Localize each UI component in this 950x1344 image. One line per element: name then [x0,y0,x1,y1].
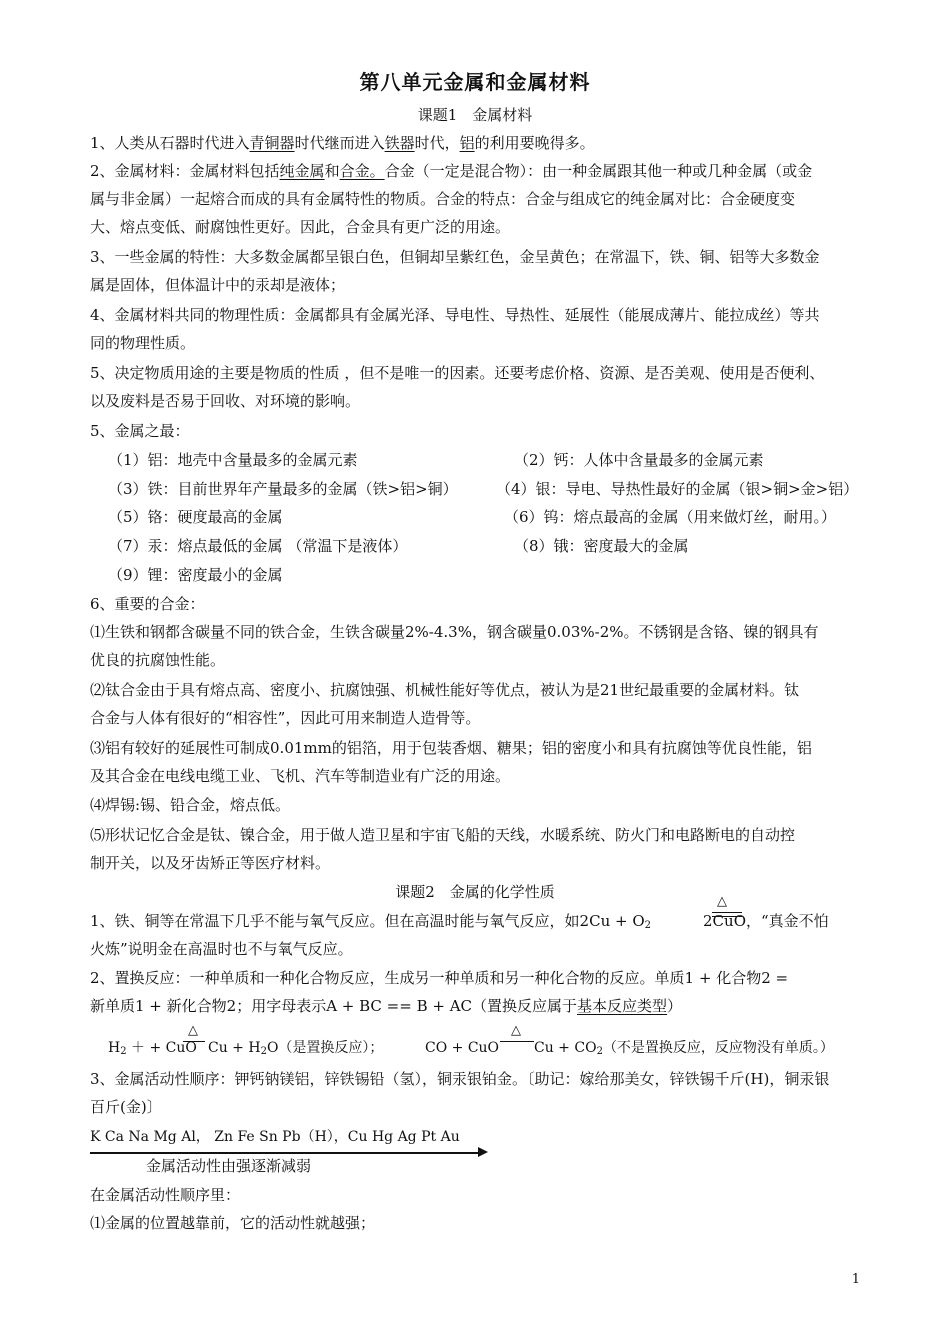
extreme-item: （2）钙：人体中含量最多的金属元素 [514,451,764,469]
subscript: 2 [260,1046,267,1057]
text-span: 和 [324,162,340,180]
text-span: ） [667,997,683,1015]
equation-2-reactants: CO + CuO [425,1040,500,1056]
arrow-right-icon [478,1147,488,1157]
text-span: O（是置换反应）； [266,1040,384,1056]
alloy-3-line-2: 及其合金在电线电缆工业、飞机、汽车等制造业有广泛的用途。 [90,767,511,785]
activity-arrow-line [90,1152,480,1154]
text-span: 1、人类从石器时代进入 [90,134,250,152]
lesson2-heading: 课题2 金属的化学性质 [395,883,555,901]
alloy-2-line-2: 合金与人体有很好的“相容性”，因此可用来制造人造骨等。 [90,709,481,727]
text-span: 1、铁、铜等在常温下几乎不能与氧气反应。但在高温时能与氧气反应，如2Cu + O [90,912,645,930]
alloy-2-line-1: ⑵钛合金由于具有熔点高、密度小、抗腐蚀强、机械性能好等优点，被认为是21世纪最重要的金属材料。钛 [90,681,800,699]
alloy-3-line-1: ⑶铝有较好的延展性可制成0.01mm的铝箔，用于包装香烟、糖果；铝的密度小和具有抗腐蚀等优良性能，铝 [90,739,812,757]
subscript: 2 [644,920,652,931]
activity-series: K Ca Na Mg Al， Zn Fe Sn Pb（H），Cu Hg Ag Pt Au [90,1129,460,1145]
alloy-1-line-1: ⑴生铁和钢都含碳量不同的铁合金，生铁含碳量2%-4.3%，钢含碳量0.03%-2%。不锈钢是含铬、镍的钢具有 [90,623,819,641]
rule-1: ⑴金属的位置越靠前，它的活动性就越强； [90,1214,376,1232]
extreme-item: （9）锂：密度最小的金属 [108,566,283,584]
text-span: Cu + CO [534,1040,597,1056]
equation-1-products [208,1038,383,1062]
reaction-bar [500,1041,534,1042]
extremes-heading: 5、金属之最： [90,422,190,440]
extreme-item: （4）银：导电、导热性最好的金属（银>铜>金>铝） [496,480,859,498]
extreme-item: （7）汞：熔点最低的金属 （常温下是液体） [108,537,408,555]
text-span: 2CuO，“真金不怕 [703,912,829,930]
subscript: 2 [596,1046,603,1057]
paragraph-5-line-1: 5、决定物质用途的主要是物质的性质 ，但不是唯一的因素。还要考虑价格、资源、是否美观、使用是否便利、 [90,364,825,382]
extreme-item: （5）铬：硬度最高的金属 [108,508,283,526]
text-span: 合金（一定是混合物）：由一种金属跟其他一种或几种金属（或金 [384,162,813,180]
alloy-1-line-2: 优良的抗腐蚀性能。 [90,651,226,669]
paragraph-5-line-2: 以及废料是否易于回收、对环境的影响。 [90,392,361,410]
lesson2-paragraph-1-line-1 [90,911,829,936]
lesson2-paragraph-2-line-2 [90,996,682,1016]
equation-1-reactants: $H_2$ ＋ + CuO [108,1040,197,1057]
extreme-item: （1）铝：地壳中含量最多的金属元素 [108,451,358,469]
text-span: 时代继而进入 [294,134,385,152]
underlined-term: 铝 [459,134,475,152]
reaction-bar [183,1041,205,1042]
text-span: H [108,1040,121,1056]
alloy-4-line-1: ⑷焊锡:锡、铅合金，熔点低。 [90,796,291,814]
text-span: 2、金属材料：金属材料包括 [90,162,280,180]
paragraph-4-line-1: 4、金属材料共同的物理性质：金属都具有金属光泽、导电性、导热性、延展性（能展成薄片、能拉成丝）等共 [90,306,820,324]
page-title: 第八单元金属和金属材料 [359,70,591,94]
text-span: （不是置换反应，反应物没有单质。） [602,1040,834,1056]
underlined-term: 基本反应类型 [577,997,668,1015]
paragraph-3-line-2: 属是固体，但体温计中的汞却是液体； [90,276,346,294]
lesson2-paragraph-3-line-2: 百斤(金)〕 [90,1098,162,1116]
lesson1-heading: 课题1 金属材料 [417,106,533,124]
in-order-text: 在金属活动性顺序里： [90,1186,241,1204]
alloy-5-line-2: 制开关，以及牙齿矫正等医疗材料。 [90,854,331,872]
arrow-label: 金属活动性由强逐渐减弱 [146,1157,312,1175]
alloy-5-line-1: ⑸形状记忆合金是钛、镍合金，用于做人造卫星和宇宙飞船的天线，水暖系统、防火门和电路断电的自动控 [90,826,796,844]
text-span: 时代， [414,134,460,152]
text-span: 的利用要晚得多。 [474,134,595,152]
underlined-term: 纯金属 [279,162,325,180]
extreme-item: （3）铁：目前世界年产量最多的金属（铁>铝>铜） [108,480,458,498]
heat-symbol: △ [717,894,727,909]
underlined-term: 铁器 [384,134,415,152]
paragraph-1 [90,133,595,153]
lesson2-paragraph-3-line-1: 3、金属活动性顺序：钾钙钠镁铝，锌铁锡铅（氢），铜汞银铂金。〔助记：嫁给那美女，锌铁锡千斤(H)，铜汞银 [90,1070,830,1088]
underlined-term: 青铜器 [249,134,295,152]
subscript: 2 [120,1046,127,1057]
reaction-bar [712,916,742,917]
extreme-item: （6）钨：熔点最高的金属（用来做灯丝，耐用。） [504,508,837,526]
extreme-item: （8）锇：密度最大的金属 [514,537,689,555]
text-span: 新单质1 + 新化合物2；用字母表示A + BC == B + AC（置换反应属于 [90,997,578,1015]
page-number: 1 [851,1272,860,1287]
text-span: + CuO [149,1040,197,1056]
lesson2-paragraph-2-line-1: 2、置换反应：一种单质和一种化合物反应，生成另一种单质和另一种化合物的反应。单质1 + 化合物2 = [90,969,789,987]
text-span: Cu + H [208,1040,261,1056]
underlined-term: 合金。 [339,162,385,180]
equation-2-products [534,1038,834,1062]
paragraph-2-line-2: 属与非金属）一起熔合而成的具有金属特性的物质。合金的特点：合金与组成它的纯金属对比：合金硬度变 [90,190,796,208]
heat-symbol: △ [511,1023,521,1038]
alloys-heading: 6、重要的合金： [90,595,205,613]
paragraph-3-line-1: 3、一些金属的特性：大多数金属都呈银白色，但铜却呈紫红色，金呈黄色；在常温下，铁、铜、铝等大多数金 [90,248,820,266]
paragraph-4-line-2: 同的物理性质。 [90,334,196,352]
paragraph-2-line-1 [90,161,812,181]
reaction-bar [712,912,742,913]
paragraph-2-line-3: 大、熔点变低、耐腐蚀性更好。因此，合金具有更广泛的用途。 [90,218,511,236]
heat-symbol: △ [188,1023,198,1038]
lesson2-paragraph-1-line-2: 火炼”说明金在高温时也不与氧气反应。 [90,940,353,958]
